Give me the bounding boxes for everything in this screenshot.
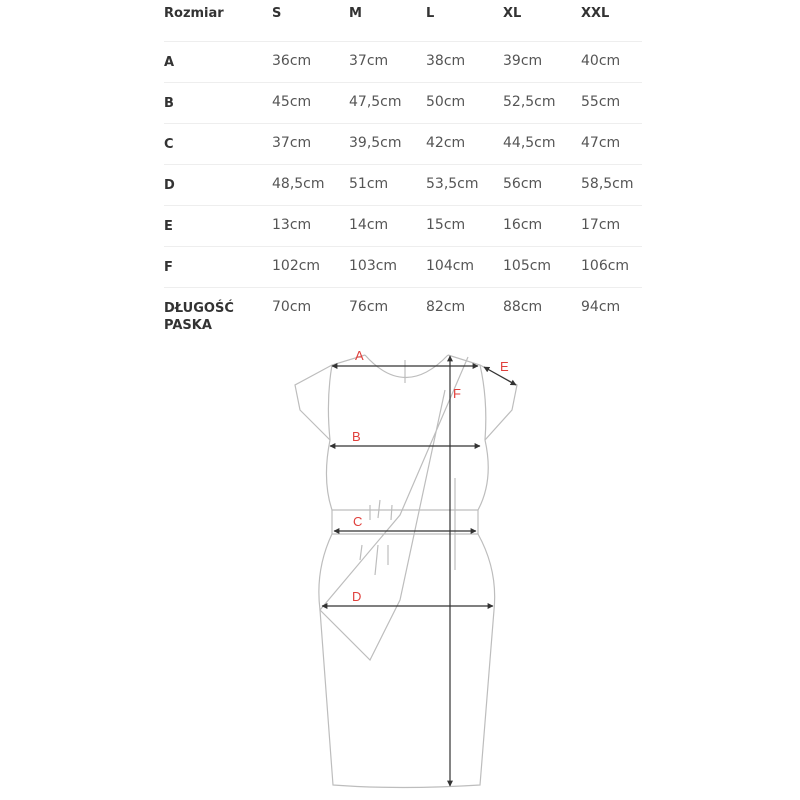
header-xxl: XXL bbox=[581, 6, 610, 21]
dress-outline bbox=[295, 355, 517, 788]
cell: 70cm bbox=[272, 298, 312, 315]
label-f: F bbox=[453, 386, 461, 401]
header-xl: XL bbox=[503, 6, 522, 21]
table-header-row bbox=[164, 0, 642, 41]
cell: 94cm bbox=[581, 298, 621, 315]
cell: 15cm bbox=[426, 216, 466, 233]
cell: 76cm bbox=[349, 298, 389, 315]
table-row bbox=[164, 123, 642, 164]
table-row bbox=[164, 246, 642, 287]
cell: 103cm bbox=[349, 257, 398, 274]
cell: 45cm bbox=[272, 93, 312, 110]
cell: 38cm bbox=[426, 52, 466, 69]
row-label: F bbox=[164, 259, 173, 275]
table-row bbox=[164, 205, 642, 246]
cell: 47cm bbox=[581, 134, 621, 151]
cell: 37cm bbox=[349, 52, 389, 69]
cell: 42cm bbox=[426, 134, 466, 151]
cell: 47,5cm bbox=[349, 93, 402, 110]
cell: 55cm bbox=[581, 93, 621, 110]
table-row bbox=[164, 164, 642, 205]
cell: 16cm bbox=[503, 216, 543, 233]
cell: 104cm bbox=[426, 257, 475, 274]
row-label-line2: PASKA bbox=[164, 317, 212, 333]
row-label: B bbox=[164, 95, 174, 111]
measurement-arrows bbox=[322, 356, 516, 786]
row-label-line1: DŁUGOŚĆ bbox=[164, 300, 234, 316]
dress-measurement-diagram bbox=[0, 340, 800, 800]
header-m: M bbox=[349, 6, 362, 21]
header-s: S bbox=[272, 6, 282, 21]
cell: 13cm bbox=[272, 216, 312, 233]
table-row bbox=[164, 41, 642, 82]
cell: 39,5cm bbox=[349, 134, 402, 151]
cell: 52,5cm bbox=[503, 93, 556, 110]
cell: 102cm bbox=[272, 257, 321, 274]
cell: 39cm bbox=[503, 52, 543, 69]
label-d: D bbox=[352, 589, 362, 604]
table-row bbox=[164, 287, 642, 337]
cell: 51cm bbox=[349, 175, 389, 192]
cell: 48,5cm bbox=[272, 175, 325, 192]
cell: 56cm bbox=[503, 175, 543, 192]
cell: 17cm bbox=[581, 216, 621, 233]
label-a: A bbox=[355, 348, 364, 363]
label-c: C bbox=[353, 514, 363, 529]
header-size: Rozmiar bbox=[164, 6, 224, 21]
cell: 82cm bbox=[426, 298, 466, 315]
cell: 37cm bbox=[272, 134, 312, 151]
cell: 50cm bbox=[426, 93, 466, 110]
row-label: D bbox=[164, 177, 175, 193]
label-e: E bbox=[500, 359, 509, 374]
header-l: L bbox=[426, 6, 435, 21]
cell: 53,5cm bbox=[426, 175, 479, 192]
cell: 14cm bbox=[349, 216, 389, 233]
cell: 58,5cm bbox=[581, 175, 634, 192]
cell: 40cm bbox=[581, 52, 621, 69]
table-row bbox=[164, 82, 642, 123]
row-label: E bbox=[164, 218, 173, 234]
cell: 106cm bbox=[581, 257, 630, 274]
label-b: B bbox=[352, 429, 361, 444]
row-label: A bbox=[164, 54, 175, 70]
cell: 105cm bbox=[503, 257, 552, 274]
row-label: C bbox=[164, 136, 174, 152]
cell: 88cm bbox=[503, 298, 543, 315]
cell: 36cm bbox=[272, 52, 312, 69]
cell: 44,5cm bbox=[503, 134, 556, 151]
size-chart-table bbox=[164, 0, 642, 337]
row-label-belt-length bbox=[164, 287, 272, 337]
